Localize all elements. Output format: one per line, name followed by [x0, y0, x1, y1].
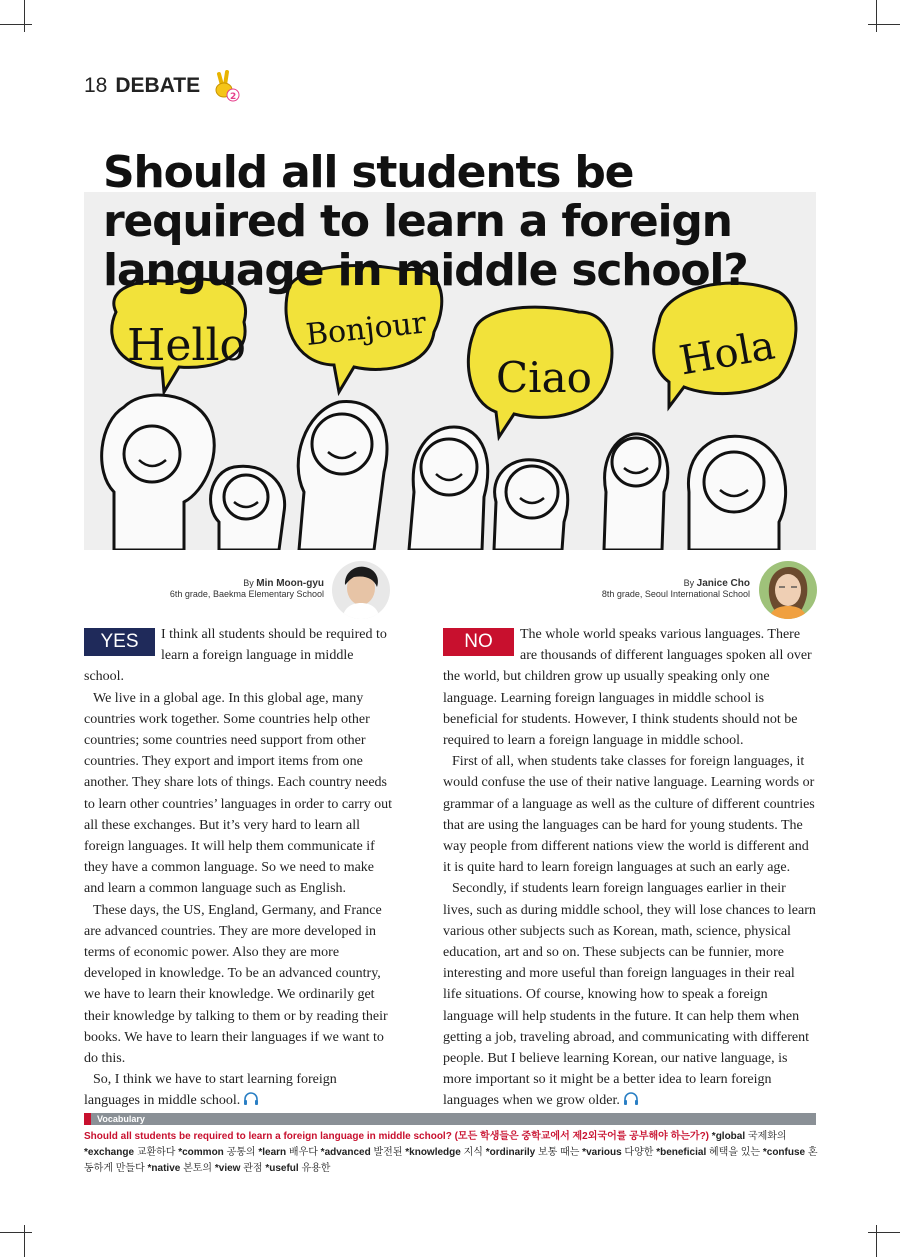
paragraph: I think all students should be required to learn a foreign language in middle school. [84, 627, 387, 685]
paragraph: The whole world speaks various languages. There are thousands of different languages spoken all over the world, but children grow up usually speaking only one language. Learning foreign languages in middle school is beneficial for students. However, I think students should not be required to learn a foreign language in middle school. [443, 627, 812, 749]
author-name: Janice Cho [696, 578, 750, 589]
paragraph: We live in a global age. In this global age, many countries work together. Some countries help other countries; some countries need support from other countries. They export and import items from one another. They share lots of things. Each country needs to learn other countries’ languages in order to carry out all these exchanges. But it’s very hard to learn all foreign languages. It will help them communicate if they have a common language. So we need to make and learn a common language such as English. [84, 690, 393, 897]
crop-mark [876, 1225, 877, 1257]
vocab-word: *native [144, 1163, 181, 1174]
no-byline [490, 578, 750, 600]
vocab-word: *ordinarily [482, 1147, 536, 1158]
vocab-meaning: 본토의 [180, 1163, 213, 1174]
page-header [84, 70, 240, 102]
paragraph-text: So, I think we have to start learning foreign languages in middle school. [84, 1072, 337, 1109]
vocab-meaning: 국제화의 [745, 1131, 787, 1142]
vocab-word: *common [175, 1147, 224, 1158]
vocab-word: *various [579, 1147, 622, 1158]
author-name: Min Moon-gyu [256, 578, 324, 589]
page-number: 18 [84, 74, 108, 97]
vocab-word: *global [711, 1131, 746, 1142]
vocab-word: *confuse [760, 1147, 806, 1158]
paragraph [443, 878, 816, 1111]
vocab-meaning: 보통 때는 [535, 1147, 580, 1158]
vocab-meaning: 배우다 [286, 1147, 318, 1158]
vocabulary-list [84, 1129, 820, 1177]
vocabulary-label: Vocabulary [97, 1114, 145, 1124]
svg-text:Bonjour: Bonjour [304, 305, 428, 353]
vocab-meaning: 발전된 [370, 1147, 403, 1158]
svg-text:Hola: Hola [676, 322, 779, 385]
no-column [443, 624, 816, 1112]
headphones-icon[interactable] [623, 1092, 639, 1105]
crop-mark [0, 24, 32, 25]
paragraph-text: Secondly, if students learn foreign languages earlier in their lives, such as during middle school, they will lose chances to learn various other subjects such as Korean, math, science, physical education, art and so on. These subjects can be funnier, more interesting and more useful than foreign languages in their real life situations. Of course, knowing how to speak a foreign language will help students in the future. It can help them when getting a job, traveling abroad, and communicating with different people. But I believe learning Korean, our native language, is more important so it might be a better idea to learn foreign languages when we grow older. [443, 881, 816, 1109]
author-prefix: By [683, 578, 695, 588]
vocabulary-tag [84, 1113, 145, 1125]
vocab-meaning: 유용한 [298, 1163, 331, 1174]
vocabulary-headline: Should all students be required to learn a foreign language in middle school? (모든 학생들은 중학교에서 제2외국어를 공부해야 하는가?) [84, 1131, 710, 1142]
svg-text:2: 2 [230, 92, 237, 102]
section-title: DEBATE [115, 74, 201, 97]
vocab-word: *view [212, 1163, 241, 1174]
crop-mark [868, 24, 900, 25]
vocab-meaning: 혼동하게 만들다 [84, 1147, 818, 1174]
vocab-meaning: 교환하다 [134, 1147, 176, 1158]
no-badge: NO [443, 628, 514, 656]
crop-mark [868, 1232, 900, 1233]
avatar [759, 561, 817, 619]
vocab-meaning: 다양한 [621, 1147, 654, 1158]
vocab-word: *useful [262, 1163, 299, 1174]
vocabulary-marker [84, 1113, 91, 1125]
headphones-icon[interactable] [243, 1092, 259, 1105]
vocab-meaning: 관점 [240, 1163, 263, 1174]
yes-column [84, 624, 392, 1112]
yes-badge: YES [84, 628, 155, 656]
vocab-word: *learn [255, 1147, 287, 1158]
vocab-word: *advanced [317, 1147, 371, 1158]
crop-mark [876, 0, 877, 32]
yes-byline [84, 578, 324, 600]
paragraph: First of all, when students take classes for foreign languages, it would confuse the use of their native language. Learning words or grammar of a language as well as the culture of different countries that are using the languages can be hard for young students. The way people from different nations view the world is different and it is quite hard to learn foreign languages at such an early age. [443, 754, 815, 876]
vocabulary-bar [84, 1113, 816, 1125]
page-title: Should all students be required to learn a foreign language in middle school? [103, 147, 748, 296]
crop-mark [0, 1232, 32, 1233]
crop-mark [24, 0, 25, 32]
svg-text:Ciao: Ciao [496, 353, 592, 402]
vocab-word: *exchange [84, 1147, 135, 1158]
author-prefix: By [243, 578, 254, 588]
vocab-meaning: 혜택을 있는 [706, 1147, 761, 1158]
vocab-word: *beneficial [653, 1147, 707, 1158]
paragraph: These days, the US, England, Germany, and France are advanced countries. They are more developed in terms of economic power. Also they are more developed in knowledge. To be an advanced country, we have to learn their knowledge. We ordinarily get their knowledge by talking to them or by reading their books. We have to learn their languages if we want to do this. [84, 902, 388, 1067]
author-affiliation: 6th grade, Baekma Elementary School [169, 589, 324, 599]
vocab-meaning: 지식 [460, 1147, 483, 1158]
vocab-word: *knowledge [402, 1147, 461, 1158]
svg-text:Hello: Hello [127, 320, 247, 371]
author-affiliation: 8th grade, Seoul International School [601, 589, 750, 599]
vocab-meaning: 공통의 [223, 1147, 256, 1158]
paragraph [84, 1069, 392, 1111]
victory-hand-icon [212, 70, 240, 102]
crop-mark [24, 1225, 25, 1257]
avatar [332, 561, 390, 619]
